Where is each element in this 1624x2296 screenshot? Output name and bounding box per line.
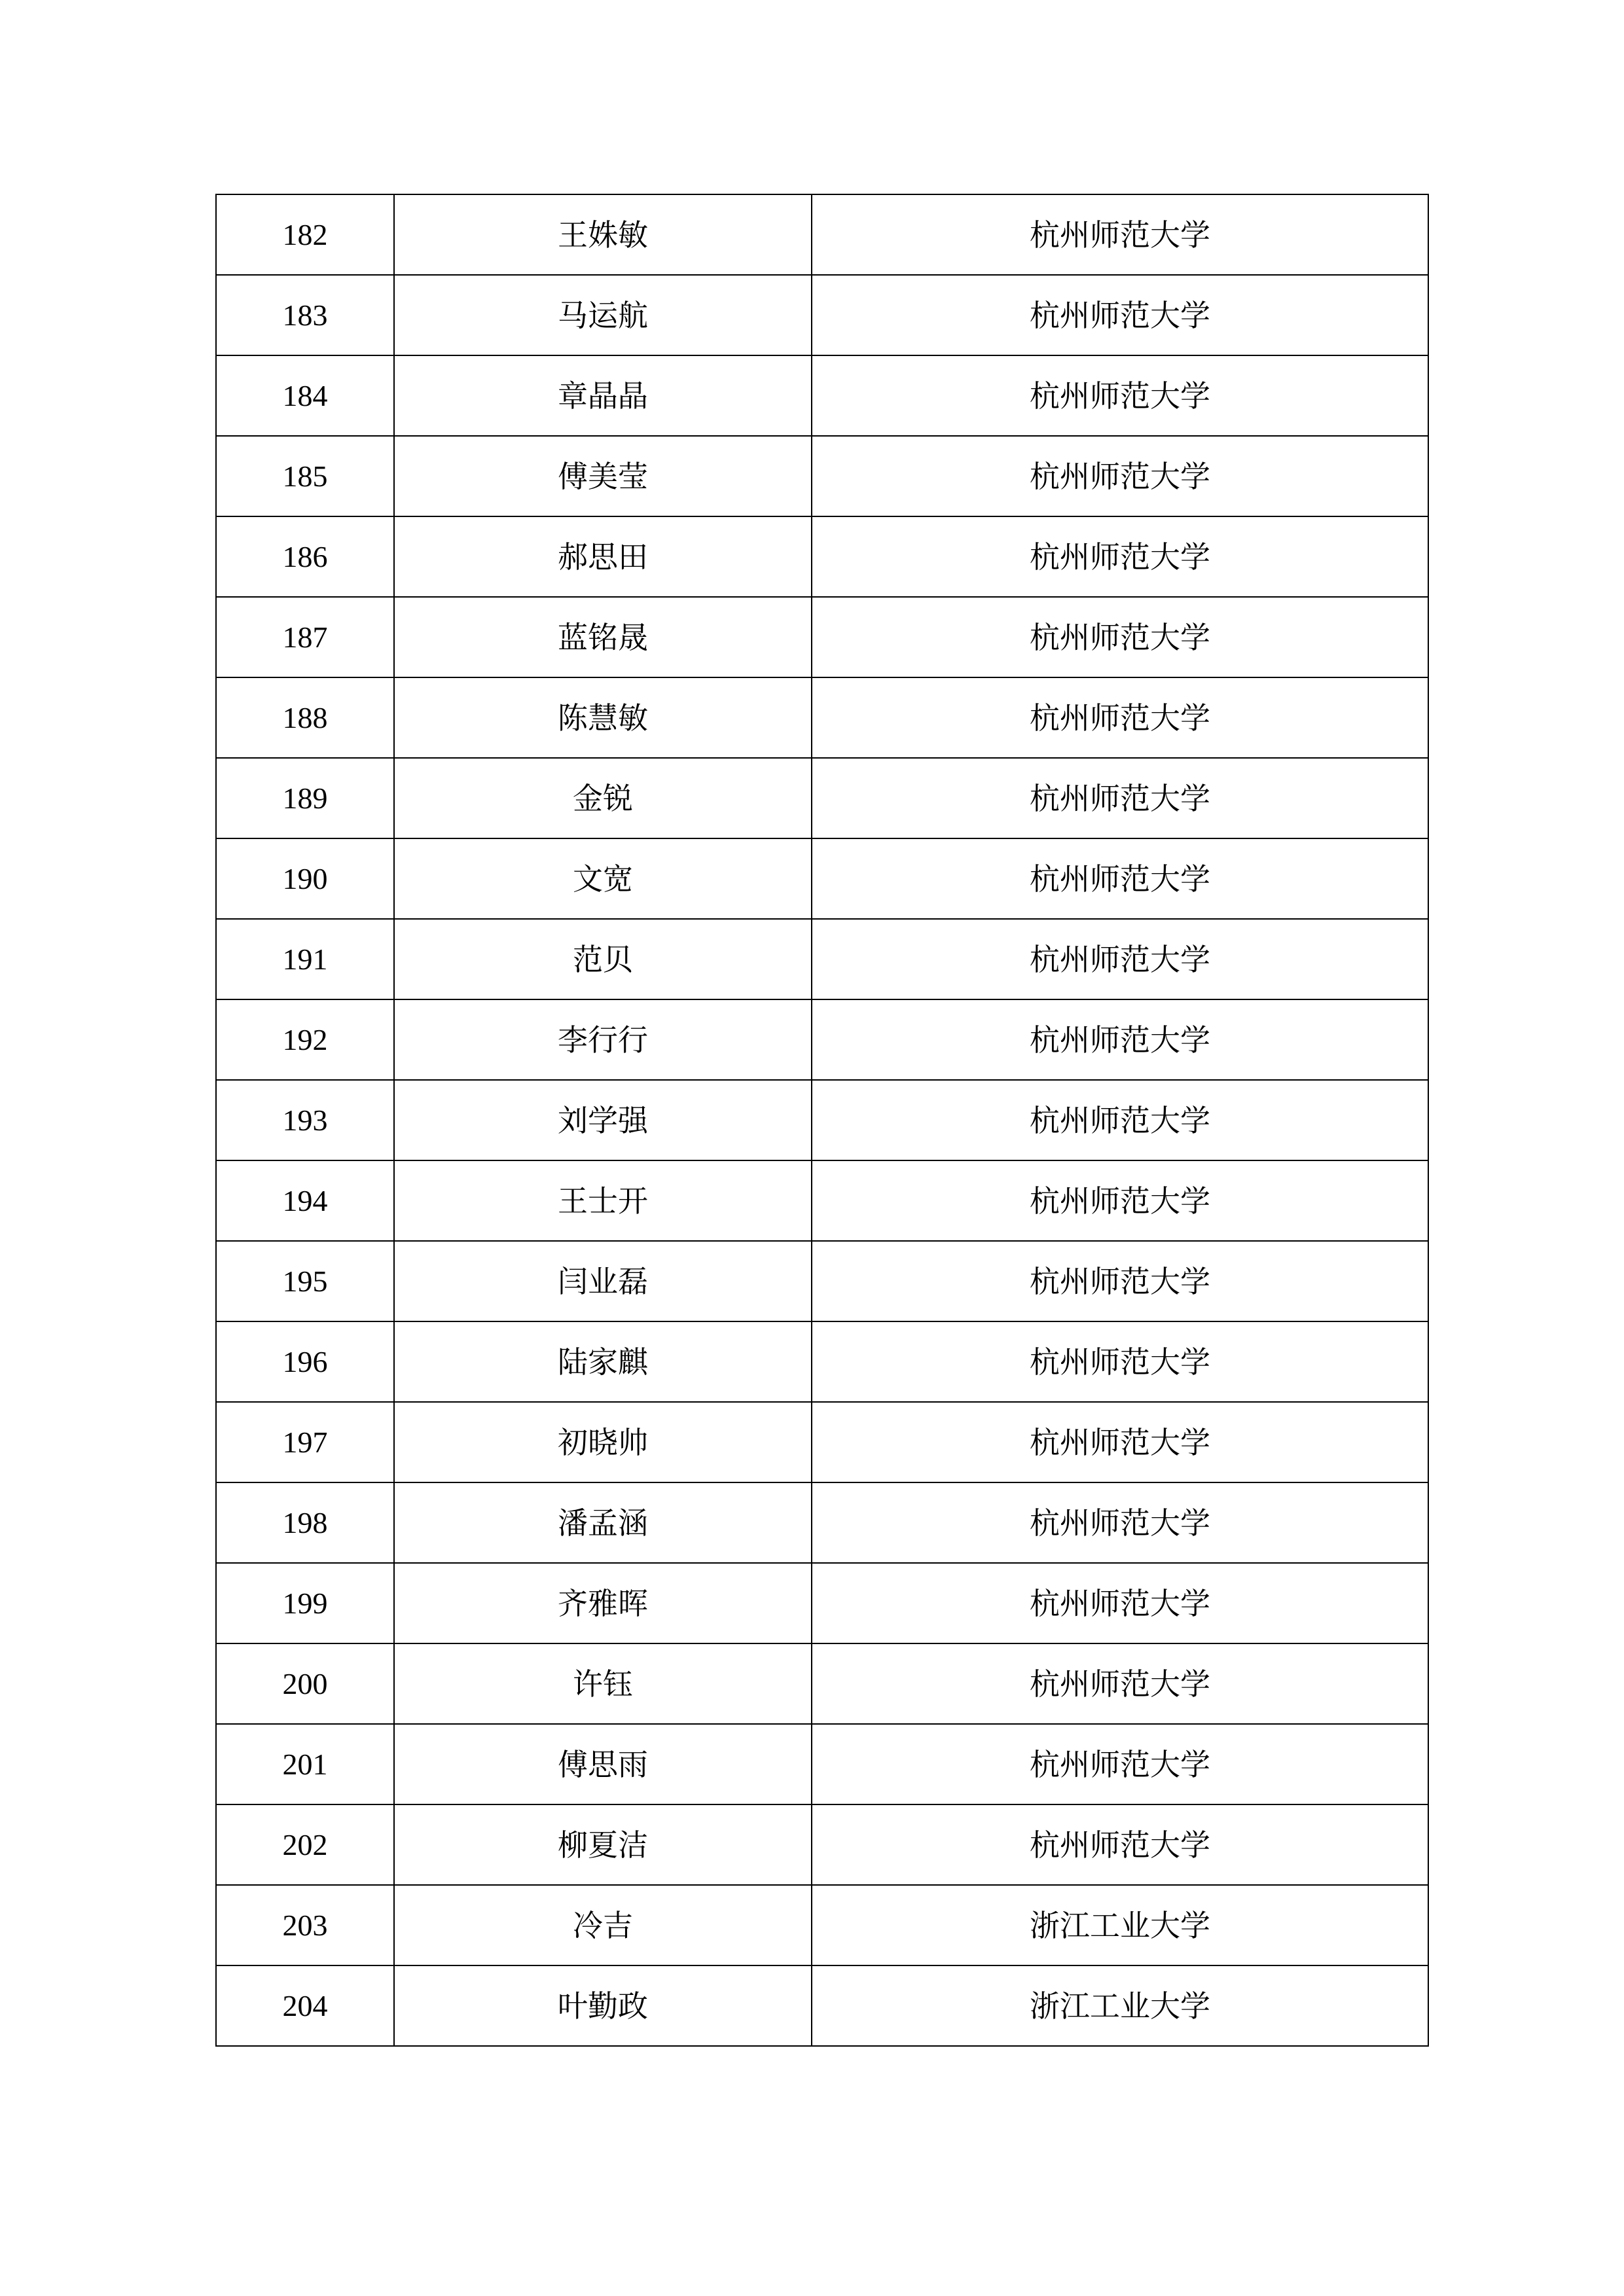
table-row: [216, 597, 1428, 677]
table-row: [216, 1563, 1428, 1643]
name-cell: 蓝铭晟: [394, 597, 812, 677]
name-cell: 马运航: [394, 275, 812, 355]
row-number-cell: 199: [216, 1563, 394, 1643]
school-cell: 杭州师范大学: [812, 194, 1428, 275]
row-number-cell: 197: [216, 1402, 394, 1482]
row-number-cell: 194: [216, 1160, 394, 1241]
row-number-cell: 202: [216, 1804, 394, 1885]
name-cell: 初晓帅: [394, 1402, 812, 1482]
row-number-cell: 182: [216, 194, 394, 275]
row-number-cell: 196: [216, 1321, 394, 1402]
name-cell: 潘孟涵: [394, 1482, 812, 1563]
school-cell: 杭州师范大学: [812, 677, 1428, 758]
table-row: [216, 1160, 1428, 1241]
row-number-cell: 185: [216, 436, 394, 516]
table-row: [216, 275, 1428, 355]
school-cell: 杭州师范大学: [812, 1080, 1428, 1160]
school-cell: 杭州师范大学: [812, 1724, 1428, 1804]
row-number-cell: 189: [216, 758, 394, 838]
school-cell: 杭州师范大学: [812, 1643, 1428, 1724]
school-cell: 杭州师范大学: [812, 758, 1428, 838]
row-number-cell: 201: [216, 1724, 394, 1804]
table-row: [216, 838, 1428, 919]
name-cell: 冷吉: [394, 1885, 812, 1965]
table-row: [216, 919, 1428, 999]
school-cell: 浙江工业大学: [812, 1885, 1428, 1965]
table-row: [216, 1241, 1428, 1321]
row-number-cell: 190: [216, 838, 394, 919]
name-cell: 齐雅晖: [394, 1563, 812, 1643]
name-cell: 陈慧敏: [394, 677, 812, 758]
table-row: [216, 1321, 1428, 1402]
name-cell: 许钰: [394, 1643, 812, 1724]
table-row: [216, 1804, 1428, 1885]
school-cell: 杭州师范大学: [812, 1804, 1428, 1885]
school-cell: 杭州师范大学: [812, 1563, 1428, 1643]
table-row: [216, 1080, 1428, 1160]
roster-table-body: [216, 194, 1428, 2046]
name-cell: 文宽: [394, 838, 812, 919]
name-cell: 李行行: [394, 999, 812, 1080]
name-cell: 闫业磊: [394, 1241, 812, 1321]
school-cell: 杭州师范大学: [812, 1402, 1428, 1482]
name-cell: 郝思田: [394, 516, 812, 597]
school-cell: 杭州师范大学: [812, 275, 1428, 355]
school-cell: 浙江工业大学: [812, 1965, 1428, 2046]
name-cell: 刘学强: [394, 1080, 812, 1160]
row-number-cell: 200: [216, 1643, 394, 1724]
school-cell: 杭州师范大学: [812, 1241, 1428, 1321]
name-cell: 傅美莹: [394, 436, 812, 516]
row-number-cell: 204: [216, 1965, 394, 2046]
name-cell: 陆家麒: [394, 1321, 812, 1402]
roster-table: [215, 194, 1429, 2047]
table-row: [216, 516, 1428, 597]
school-cell: 杭州师范大学: [812, 597, 1428, 677]
table-row: [216, 677, 1428, 758]
row-number-cell: 191: [216, 919, 394, 999]
name-cell: 傅思雨: [394, 1724, 812, 1804]
school-cell: 杭州师范大学: [812, 838, 1428, 919]
school-cell: 杭州师范大学: [812, 999, 1428, 1080]
name-cell: 金锐: [394, 758, 812, 838]
name-cell: 叶勤政: [394, 1965, 812, 2046]
name-cell: 范贝: [394, 919, 812, 999]
table-row: [216, 1724, 1428, 1804]
table-row: [216, 999, 1428, 1080]
table-row: [216, 758, 1428, 838]
table-row: [216, 1402, 1428, 1482]
row-number-cell: 198: [216, 1482, 394, 1563]
row-number-cell: 193: [216, 1080, 394, 1160]
school-cell: 杭州师范大学: [812, 355, 1428, 436]
row-number-cell: 184: [216, 355, 394, 436]
row-number-cell: 186: [216, 516, 394, 597]
row-number-cell: 192: [216, 999, 394, 1080]
school-cell: 杭州师范大学: [812, 1160, 1428, 1241]
row-number-cell: 187: [216, 597, 394, 677]
table-row: [216, 1965, 1428, 2046]
table-row: [216, 1885, 1428, 1965]
school-cell: 杭州师范大学: [812, 516, 1428, 597]
school-cell: 杭州师范大学: [812, 1482, 1428, 1563]
name-cell: 王士开: [394, 1160, 812, 1241]
row-number-cell: 188: [216, 677, 394, 758]
table-row: [216, 436, 1428, 516]
row-number-cell: 195: [216, 1241, 394, 1321]
name-cell: 王姝敏: [394, 194, 812, 275]
row-number-cell: 183: [216, 275, 394, 355]
school-cell: 杭州师范大学: [812, 1321, 1428, 1402]
table-row: [216, 1643, 1428, 1724]
row-number-cell: 203: [216, 1885, 394, 1965]
table-row: [216, 194, 1428, 275]
name-cell: 柳夏洁: [394, 1804, 812, 1885]
table-row: [216, 355, 1428, 436]
name-cell: 章晶晶: [394, 355, 812, 436]
table-row: [216, 1482, 1428, 1563]
school-cell: 杭州师范大学: [812, 436, 1428, 516]
school-cell: 杭州师范大学: [812, 919, 1428, 999]
